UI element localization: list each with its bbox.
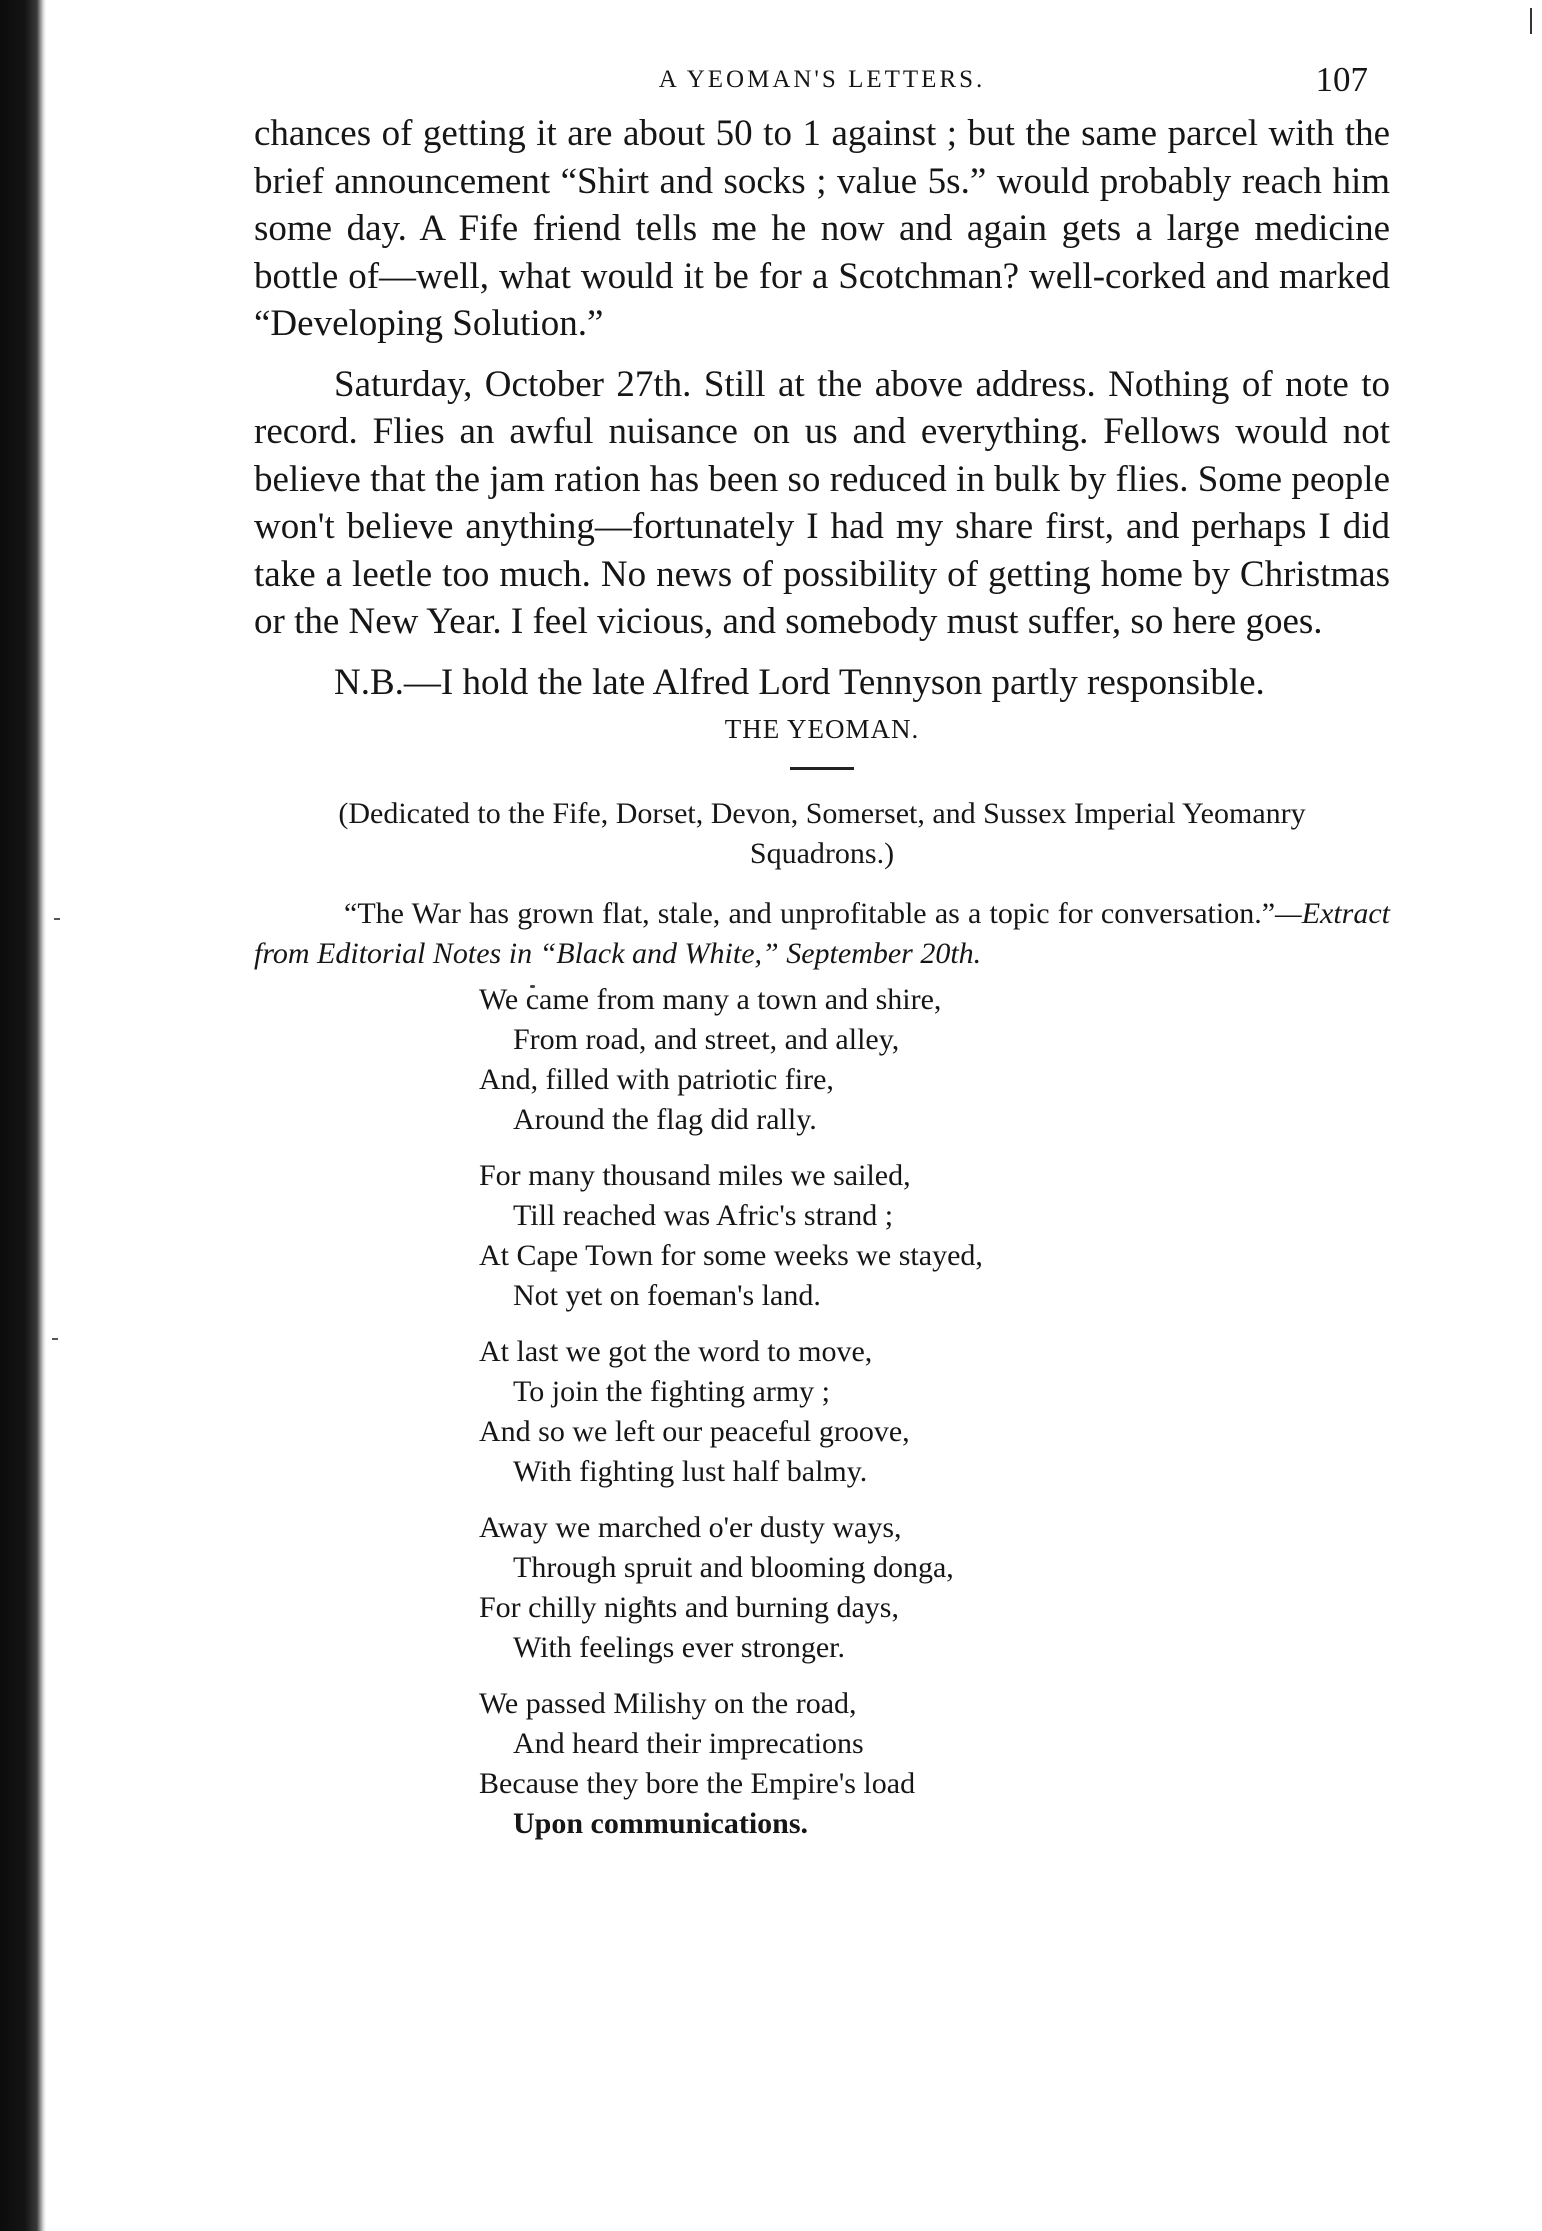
poem-line: We came from many a town and shire, [479, 983, 942, 1016]
epigraph-quote [254, 894, 1390, 974]
poem-line: Away we marched o'er dusty ways, [479, 1511, 902, 1544]
poem-line: With fighting lust half balmy. [513, 1455, 868, 1488]
title-rule [790, 767, 854, 770]
poem-line: To join the fighting army ; [513, 1375, 831, 1408]
epigraph-quote-text: “The War has grown flat, stale, and unprofitable as a topic for conversation.” [344, 897, 1276, 930]
body-text [254, 110, 1390, 706]
body-paragraph: chances of getting it are about 50 to 1 against ; but the same parcel with the brief announcement “Shirt and socks ; value 5s.” would probably reach him some day. A Fife friend tells me he now and again gets a large medicine bottle of—well, what would it be for a Scotchman? well-corked and marked “Developing Solution.” [254, 113, 1390, 344]
book-page [254, 0, 1390, 1860]
poem-line: From road, and street, and alley, [513, 1023, 900, 1056]
poem-line: For many thousand miles we sailed, [479, 1159, 911, 1192]
poem-body [479, 980, 1390, 1844]
poem-line: Not yet on foeman's land. [513, 1279, 821, 1312]
poem-line: For chilly nights and burning days, [479, 1591, 899, 1624]
running-title: A YEOMAN'S LETTERS. [658, 66, 986, 93]
poem-dedication: (Dedicated to the Fife, Dorset, Devon, Somerset, and Sussex Imperial Yeomanry Squadrons.) [338, 797, 1306, 870]
poem-line: And heard their imprecations [513, 1727, 864, 1760]
poem-line: And, filled with patriotic fire, [479, 1063, 834, 1096]
stanza [479, 1684, 1390, 1844]
page-binding-edge [0, 0, 46, 2231]
poem-line: At last we got the word to move, [479, 1335, 873, 1368]
poem-line: Upon communications. [513, 1807, 809, 1840]
poem-line: Because they bore the Empire's load [479, 1767, 916, 1800]
poem-epigraph [254, 894, 1390, 974]
running-head [254, 0, 1390, 110]
poem-line: At Cape Town for some weeks we stayed, [479, 1239, 983, 1272]
epigraph-source: —Extract from Editorial Notes in “Black and White,” September 20th. [254, 897, 1390, 970]
poem-line: Till reached was Afric's strand ; [513, 1199, 894, 1232]
body-paragraph: Saturday, October 27th. Still at the above address. Nothing of note to record. Flies an awful nuisance on us and everything. Fellows would not believe that the jam ration has been so reduced in bulk by flies. Some people won't believe anything—fortunately I had my share first, and perhaps I did take a leetle too much. No news of possibility of getting home by Christmas or the New Year. I feel vicious, and somebody must suffer, so here goes. [254, 363, 1390, 642]
page-number: 107 [1315, 60, 1368, 99]
body-paragraph: N.B.—I hold the late Alfred Lord Tennyson partly responsible. [334, 661, 1265, 703]
poem-line: Around the flag did rally. [513, 1103, 817, 1136]
binding-speck [52, 1338, 58, 1340]
stanza [479, 1332, 1390, 1492]
poem-title: THE YEOMAN. [724, 714, 920, 744]
stanza [479, 1508, 1390, 1668]
poem-line: We passed Milishy on the road, [479, 1687, 857, 1720]
margin-mark [1530, 8, 1532, 34]
binding-speck [54, 918, 60, 920]
stanza [479, 1156, 1390, 1316]
poem-line: And so we left our peaceful groove, [479, 1415, 910, 1448]
poem-line: Through spruit and blooming donga, [513, 1551, 954, 1584]
stanza [479, 980, 1390, 1140]
poem-line: With feelings ever stronger. [513, 1631, 846, 1664]
